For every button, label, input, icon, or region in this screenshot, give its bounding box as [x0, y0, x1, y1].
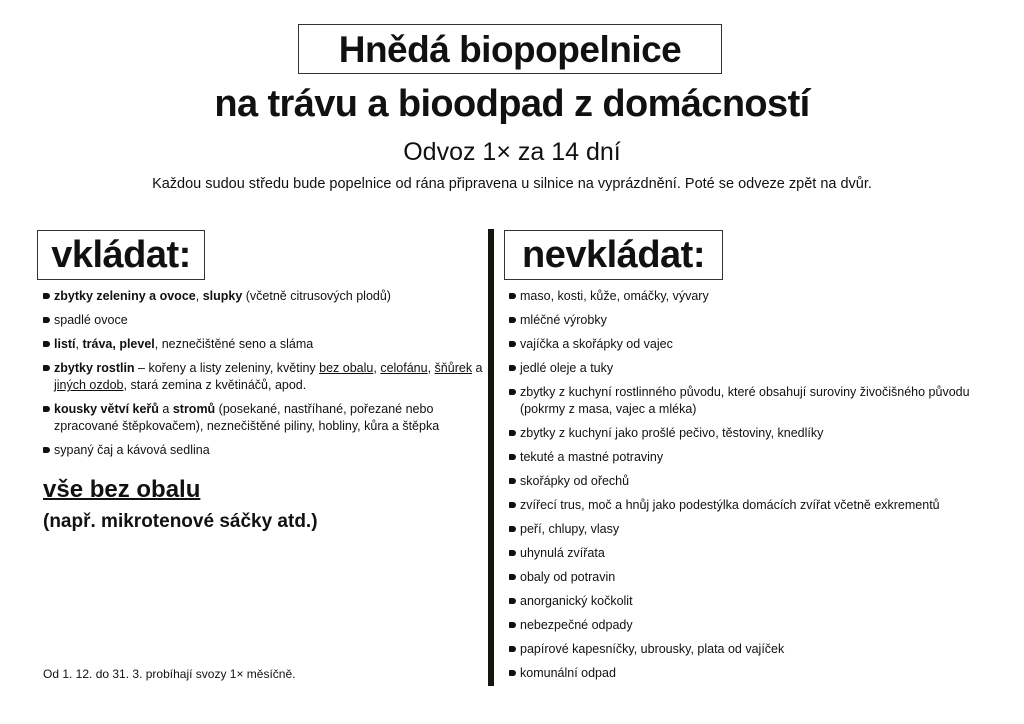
bullet-icon — [509, 598, 516, 604]
list-item — [509, 641, 999, 658]
list-item — [509, 617, 999, 634]
forbidden-heading: nevkládat: — [522, 234, 705, 276]
item-text: tráva, plevel — [82, 337, 155, 351]
item-text: (včetně citrusových plodů) — [242, 289, 391, 303]
winter-footnote: Od 1. 12. do 31. 3. probíhají svozy 1× měsíčně. — [43, 667, 296, 681]
item-text: vajíčka a skořápky od vajec — [520, 337, 673, 351]
forbidden-heading-box — [504, 230, 723, 280]
item-text: kousky větví keřů — [54, 402, 159, 416]
bullet-icon — [43, 365, 50, 371]
item-text: spadlé ovoce — [54, 313, 128, 327]
item-text: celofánu — [380, 361, 428, 375]
bullet-icon — [509, 502, 516, 508]
item-text: šňůrek — [434, 361, 473, 375]
item-text: anorganický kočkolit — [520, 594, 633, 608]
list-item — [509, 336, 999, 353]
bullet-icon — [43, 406, 50, 412]
list-item — [43, 336, 483, 353]
bullet-icon — [509, 478, 516, 484]
allowed-heading-box — [37, 230, 205, 280]
item-text: maso, kosti, kůže, omáčky, vývary — [520, 289, 709, 303]
item-text: (posekané, nastříhané, pořezané nebo zpracované štěpkovačem), neznečištěné piliny, hobliny, kůra a štěpka — [54, 402, 440, 433]
bullet-icon — [509, 574, 516, 580]
list-item — [509, 425, 999, 442]
bullet-icon — [509, 550, 516, 556]
list-item — [509, 521, 999, 538]
item-text: – kořeny a listy zeleniny, květiny — [134, 361, 320, 375]
list-item — [509, 665, 999, 682]
bullet-icon — [509, 454, 516, 460]
allowed-heading: vkládat: — [51, 234, 191, 276]
bullet-icon — [509, 341, 516, 347]
list-item — [509, 497, 999, 514]
item-text: stromů — [172, 402, 216, 416]
item-text: a — [472, 361, 483, 375]
item-text: zbytky z kuchyní jako prošlé pečivo, těstoviny, knedlíky — [520, 426, 824, 440]
item-text: komunální odpad — [520, 666, 616, 680]
bullet-icon — [43, 293, 50, 299]
bullet-icon — [43, 447, 50, 453]
item-text: a — [158, 402, 173, 416]
allowed-list — [43, 288, 483, 466]
item-text: , — [373, 361, 381, 375]
bullet-icon — [509, 430, 516, 436]
list-item — [509, 473, 999, 490]
list-item — [509, 569, 999, 586]
item-text: , — [427, 361, 435, 375]
item-text: zbytky zeleniny a ovoce — [54, 289, 196, 303]
bullet-icon — [509, 670, 516, 676]
forbidden-list — [509, 288, 999, 689]
no-packaging-example: (např. mikrotenové sáčky atd.) — [43, 511, 318, 532]
bullet-icon — [509, 389, 516, 395]
list-item — [509, 288, 999, 305]
bullet-icon — [43, 341, 50, 347]
list-item — [43, 401, 483, 435]
column-divider — [488, 229, 494, 686]
bullet-icon — [509, 293, 516, 299]
collection-schedule: Odvoz 1× za 14 dní — [403, 138, 621, 166]
item-text: zvířecí trus, moč a hnůj jako podestýlka domácích zvířat včetně exkrementů — [520, 498, 940, 512]
no-packaging-heading: vše bez obalu — [43, 476, 201, 503]
list-item — [509, 360, 999, 377]
list-item — [43, 312, 483, 329]
list-item — [509, 449, 999, 466]
item-text: zbytky z kuchyní rostlinného původu, které obsahují suroviny živočišného původu (pokrmy z masa, vajec a mléka) — [520, 385, 970, 416]
item-text: skořápky od ořechů — [520, 474, 630, 488]
bullet-icon — [509, 622, 516, 628]
item-text: , neznečištěné seno a sláma — [154, 337, 314, 351]
list-item — [509, 593, 999, 610]
item-text: tekuté a mastné potraviny — [520, 450, 664, 464]
item-text: , — [75, 337, 83, 351]
item-text: listí — [54, 337, 76, 351]
list-item — [509, 545, 999, 562]
page-title: Hnědá biopopelnice — [338, 28, 682, 70]
list-item — [43, 288, 483, 305]
list-item — [509, 312, 999, 329]
item-text: nebezpečné odpady — [520, 618, 633, 632]
item-text: sypaný čaj a kávová sedlina — [54, 443, 210, 457]
list-item — [509, 384, 999, 418]
title-box — [298, 24, 722, 74]
item-text: obaly od potravin — [520, 570, 616, 584]
item-text: jedlé oleje a tuky — [520, 361, 614, 375]
item-text: peří, chlupy, vlasy — [520, 522, 620, 536]
bullet-icon — [43, 317, 50, 323]
item-text: bez obalu — [319, 361, 374, 375]
item-text: jiných ozdob — [54, 378, 124, 392]
item-text: , — [195, 289, 203, 303]
bullet-icon — [509, 317, 516, 323]
page-subtitle: na trávu a bioodpad z domácností — [214, 83, 810, 125]
collection-note: Každou sudou středu bude popelnice od rána připravena u silnice na vyprázdnění. Poté se odveze zpět na dvůr. — [152, 176, 872, 192]
bullet-icon — [509, 365, 516, 371]
bullet-icon — [509, 526, 516, 532]
list-item — [43, 442, 483, 459]
item-text: , stará zemina z květináčů, apod. — [123, 378, 307, 392]
item-text: zbytky rostlin — [54, 361, 135, 375]
bullet-icon — [509, 646, 516, 652]
item-text: mléčné výrobky — [520, 313, 607, 327]
item-text: uhynulá zvířata — [520, 546, 605, 560]
list-item — [43, 360, 483, 394]
item-text: papírové kapesníčky, ubrousky, plata od vajíček — [520, 642, 785, 656]
item-text: slupky — [202, 289, 243, 303]
